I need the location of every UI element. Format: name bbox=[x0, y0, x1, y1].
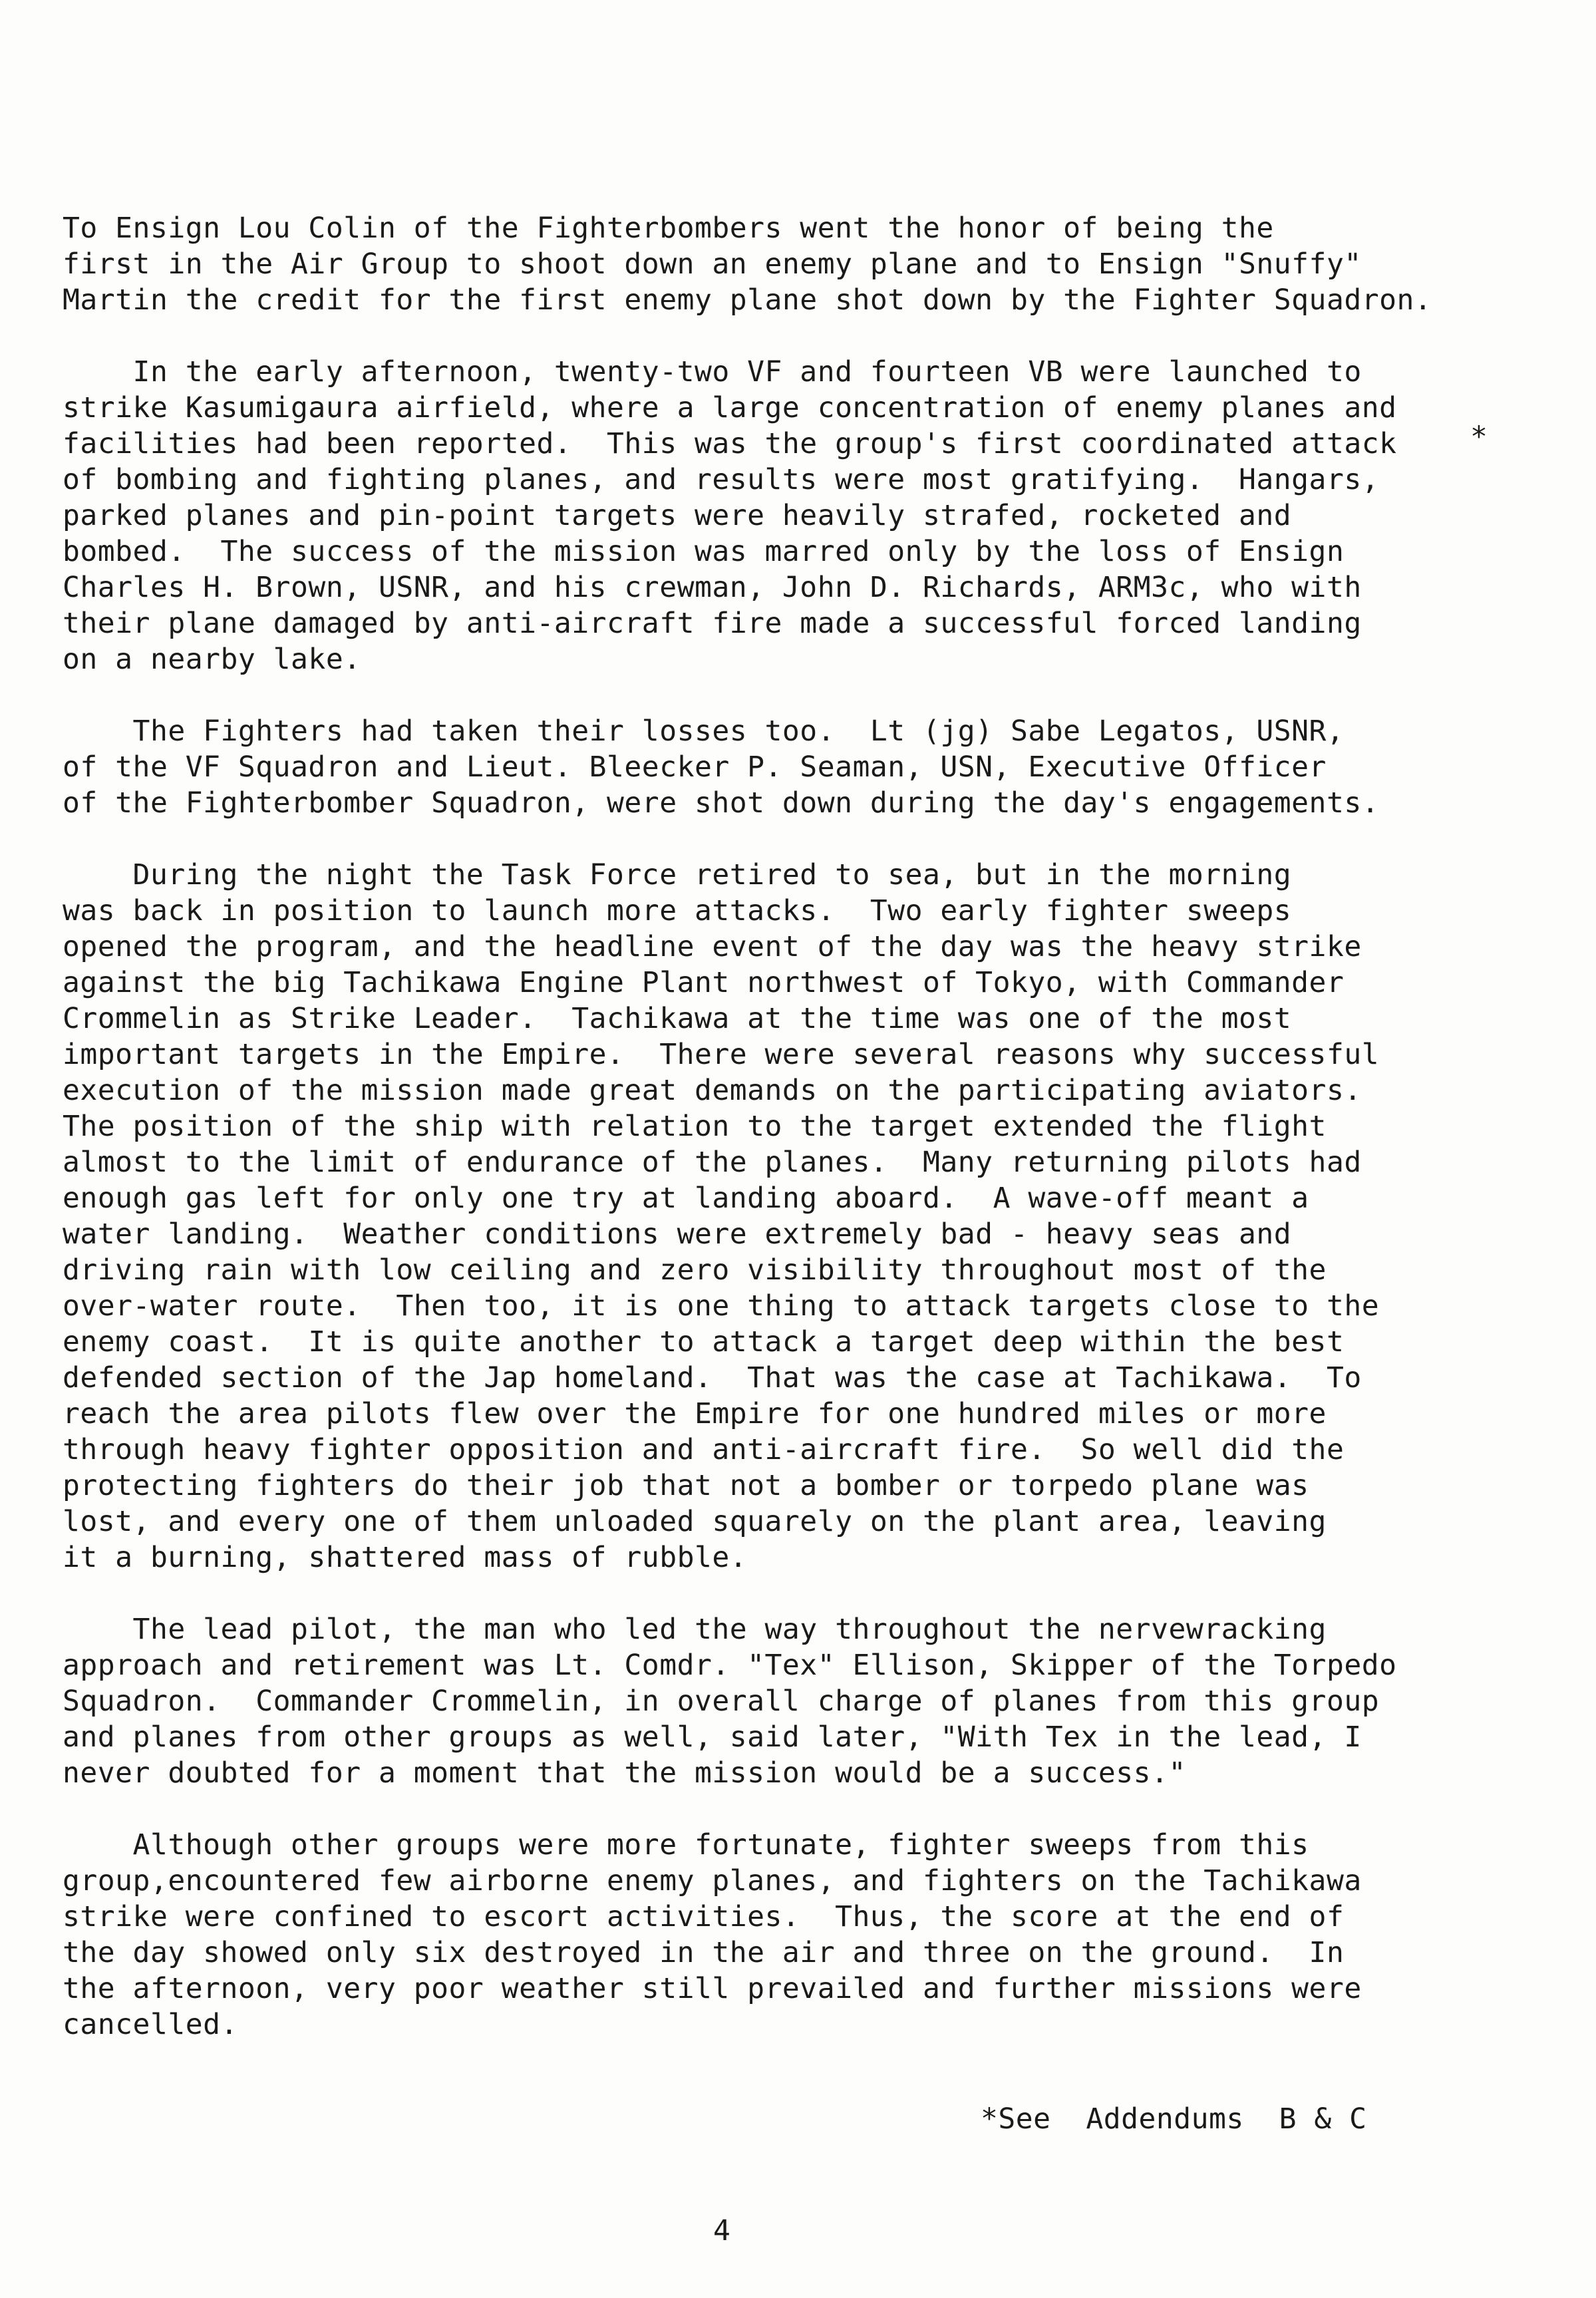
text-line: almost to the limit of endurance of the planes. Many returning pilots had bbox=[63, 1146, 1362, 1179]
text-line: bombed. The success of the mission was marred only by the loss of Ensign bbox=[63, 535, 1345, 568]
text-line: The position of the ship with relation to the target extended the flight bbox=[63, 1110, 1327, 1143]
paragraph bbox=[63, 210, 1486, 354]
text-line: facilities had been reported. This was the group's first coordinated attack bbox=[63, 427, 1397, 460]
text-line: approach and retirement was Lt. Comdr. "Tex" Ellison, Skipper of the Torpedo bbox=[63, 1649, 1397, 1682]
text-line: of bombing and fighting planes, and results were most gratifying. Hangars, bbox=[63, 463, 1380, 496]
text-line: group,encountered few airborne enemy planes, and fighters on the Tachikawa bbox=[63, 1864, 1362, 1897]
text-line: enough gas left for only one try at landing aboard. A wave-off meant a bbox=[63, 1182, 1309, 1215]
text-line: In the early afternoon, twenty-two VF and fourteen VB were launched to bbox=[63, 355, 1362, 389]
text-line: and planes from other groups as well, said later, "With Tex in the lead, I bbox=[63, 1721, 1362, 1754]
paragraph-gap bbox=[63, 318, 1486, 354]
paragraph-gap bbox=[63, 677, 1486, 713]
paragraph-gap bbox=[63, 1791, 1486, 1827]
paragraph bbox=[63, 1827, 1486, 2043]
text-line: over-water route. Then too, it is one thing to attack targets close to the bbox=[63, 1289, 1380, 1323]
text-line: their plane damaged by anti-aircraft fire made a successful forced landing bbox=[63, 607, 1362, 640]
text-line: of the Fighterbomber Squadron, were shot down during the day's engagements. bbox=[63, 786, 1380, 820]
text-line: first in the Air Group to shoot down an enemy plane and to Ensign "Snuffy" bbox=[63, 247, 1362, 281]
text-line: opened the program, and the headline event of the day was the heavy strike bbox=[63, 930, 1362, 963]
text-line: water landing. Weather conditions were extremely bad - heavy seas and bbox=[63, 1218, 1292, 1251]
text-line: on a nearby lake. bbox=[63, 643, 361, 676]
text-line: the afternoon, very poor weather still prevailed and further missions were bbox=[63, 1972, 1362, 2005]
text-line: To Ensign Lou Colin of the Fighterbombers went the honor of being the bbox=[63, 212, 1274, 245]
body-text bbox=[63, 210, 1486, 2043]
text-line: driving rain with low ceiling and zero visibility throughout most of the bbox=[63, 1253, 1327, 1287]
text-line: Although other groups were more fortunate, fighter sweeps from this bbox=[63, 1828, 1309, 1862]
text-line: the day showed only six destroyed in the air and three on the ground. In bbox=[63, 1936, 1345, 1969]
paragraph-gap bbox=[63, 1575, 1486, 1611]
text-line: enemy coast. It is quite another to attack a target deep within the best bbox=[63, 1325, 1345, 1359]
paragraph bbox=[63, 713, 1486, 857]
paragraph bbox=[63, 857, 1486, 1611]
addendum-footnote: *See Addendums B & C bbox=[981, 2102, 1367, 2136]
text-line: strike were confined to escort activities. Thus, the score at the end of bbox=[63, 1900, 1345, 1933]
text-line: Charles H. Brown, USNR, and his crewman, John D. Richards, ARM3c, who with bbox=[63, 571, 1362, 604]
margin-asterisk: * bbox=[1470, 420, 1488, 454]
text-line: reach the area pilots flew over the Empire for one hundred miles or more bbox=[63, 1397, 1327, 1430]
paragraph bbox=[63, 354, 1486, 713]
text-line: During the night the Task Force retired to sea, but in the morning bbox=[63, 858, 1292, 892]
text-line: execution of the mission made great demands on the participating aviators. bbox=[63, 1074, 1362, 1107]
text-line: through heavy fighter opposition and anti-aircraft fire. So well did the bbox=[63, 1433, 1345, 1466]
text-line: against the big Tachikawa Engine Plant northwest of Tokyo, with Commander bbox=[63, 966, 1345, 999]
page-number: 4 bbox=[713, 2214, 730, 2247]
text-line: important targets in the Empire. There were several reasons why successful bbox=[63, 1038, 1380, 1071]
text-line: protecting fighters do their job that not a bomber or torpedo plane was bbox=[63, 1469, 1309, 1502]
paragraph-gap bbox=[63, 821, 1486, 857]
text-line: it a burning, shattered mass of rubble. bbox=[63, 1541, 748, 1574]
text-line: lost, and every one of them unloaded squarely on the plant area, leaving bbox=[63, 1505, 1327, 1538]
text-line: of the VF Squadron and Lieut. Bleecker P. Seaman, USN, Executive Officer bbox=[63, 750, 1327, 784]
text-line: never doubted for a moment that the mission would be a success." bbox=[63, 1756, 1186, 1790]
text-line: The Fighters had taken their losses too. Lt (jg) Sabe Legatos, USNR, bbox=[63, 715, 1345, 748]
text-line: parked planes and pin-point targets were heavily strafed, rocketed and bbox=[63, 499, 1292, 532]
paragraph bbox=[63, 1611, 1486, 1827]
text-line: Crommelin as Strike Leader. Tachikawa at the time was one of the most bbox=[63, 1002, 1292, 1035]
text-line: was back in position to launch more attacks. Two early fighter sweeps bbox=[63, 894, 1292, 927]
text-line: Martin the credit for the first enemy plane shot down by the Fighter Squadron. bbox=[63, 283, 1432, 317]
text-line: cancelled. bbox=[63, 2008, 238, 2041]
text-line: strike Kasumigaura airfield, where a large concentration of enemy planes and bbox=[63, 391, 1397, 424]
text-line: defended section of the Jap homeland. That was the case at Tachikawa. To bbox=[63, 1361, 1362, 1395]
text-line: Squadron. Commander Crommelin, in overall charge of planes from this group bbox=[63, 1685, 1380, 1718]
text-line: The lead pilot, the man who led the way throughout the nervewracking bbox=[63, 1613, 1327, 1646]
